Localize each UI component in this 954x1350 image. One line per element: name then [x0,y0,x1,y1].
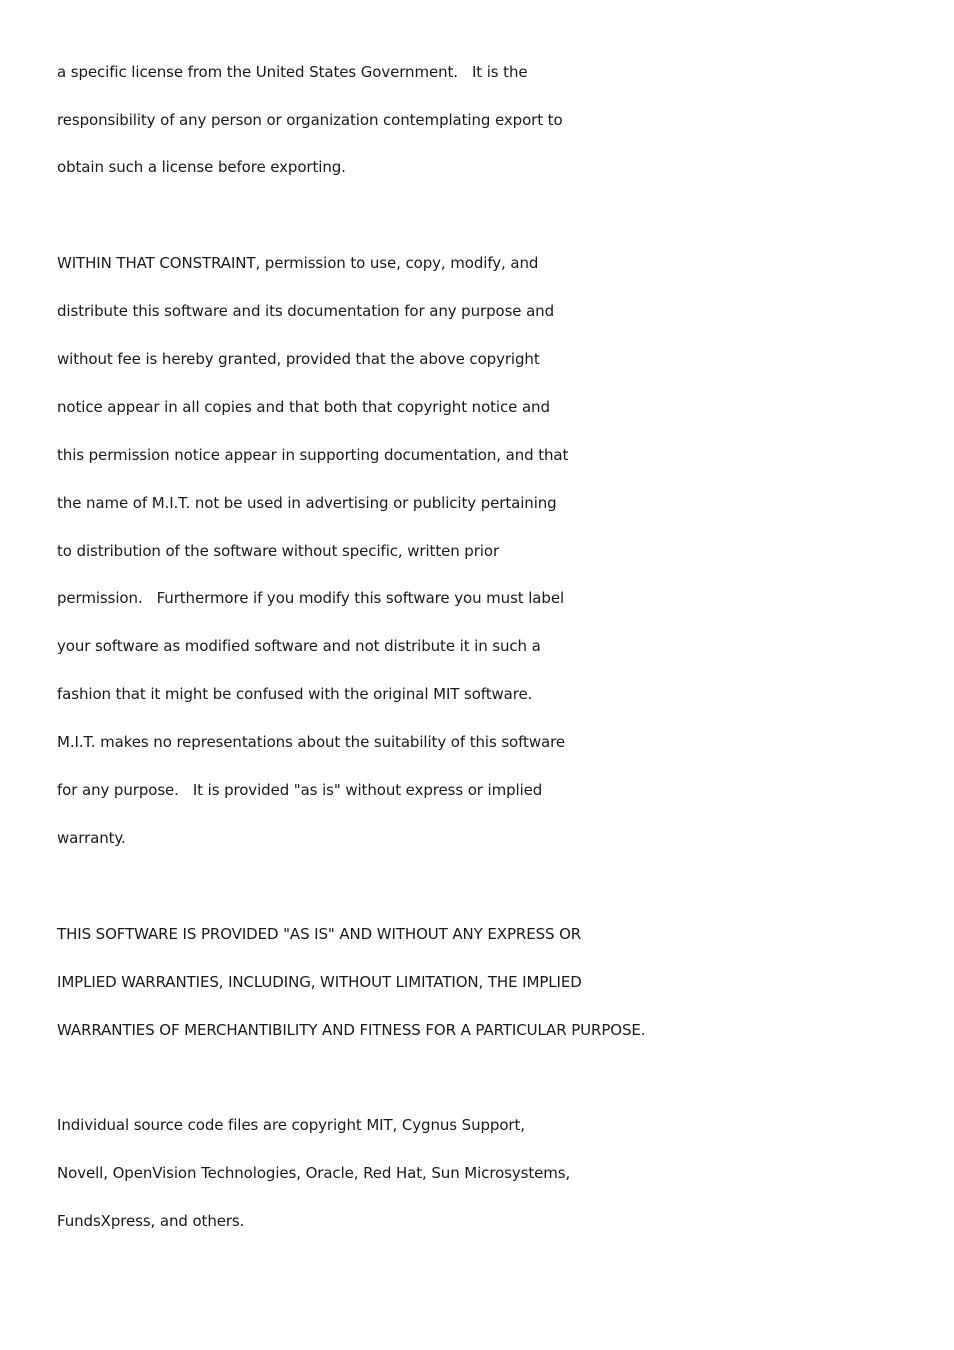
text-line: permission. Furthermore if you modify this software you must label [57,589,565,607]
text-line: for any purpose. It is provided "as is" without express or implied [57,781,543,799]
text-line: without fee is hereby granted, provided that the above copyright [57,350,540,368]
text-line: FundsXpress, and others. [57,1212,245,1230]
text-line: IMPLIED WARRANTIES, INCLUDING, WITHOUT LIMITATION, THE IMPLIED [57,973,582,991]
text-line: THIS SOFTWARE IS PROVIDED "AS IS" AND WITHOUT ANY EXPRESS OR [57,925,582,943]
text-line: this permission notice appear in supporting documentation, and that [57,446,569,464]
text-line: responsibility of any person or organization contemplating export to [57,111,563,129]
text-line: obtain such a license before exporting. [57,158,346,176]
text-line: notice appear in all copies and that both that copyright notice and [57,398,550,416]
text-line: a specific license from the United States Government. It is the [57,63,528,81]
text-line: to distribution of the software without specific, written prior [57,542,500,560]
text-line: warranty. [57,829,126,847]
text-line: your software as modified software and not distribute it in such a [57,637,541,655]
text-line: Individual source code files are copyright MIT, Cygnus Support, [57,1116,525,1134]
text-line: fashion that it might be confused with the original MIT software. [57,685,533,703]
text-line: WARRANTIES OF MERCHANTIBILITY AND FITNESS FOR A PARTICULAR PURPOSE. [57,1021,646,1039]
text-line: the name of M.I.T. not be used in advertising or publicity pertaining [57,494,557,512]
text-line: Novell, OpenVision Technologies, Oracle, Red Hat, Sun Microsystems, [57,1164,571,1182]
text-line: distribute this software and its documentation for any purpose and [57,302,555,320]
text-line: WITHIN THAT CONSTRAINT, permission to use, copy, modify, and [57,254,539,272]
text-line: M.I.T. makes no representations about the suitability of this software [57,733,565,751]
